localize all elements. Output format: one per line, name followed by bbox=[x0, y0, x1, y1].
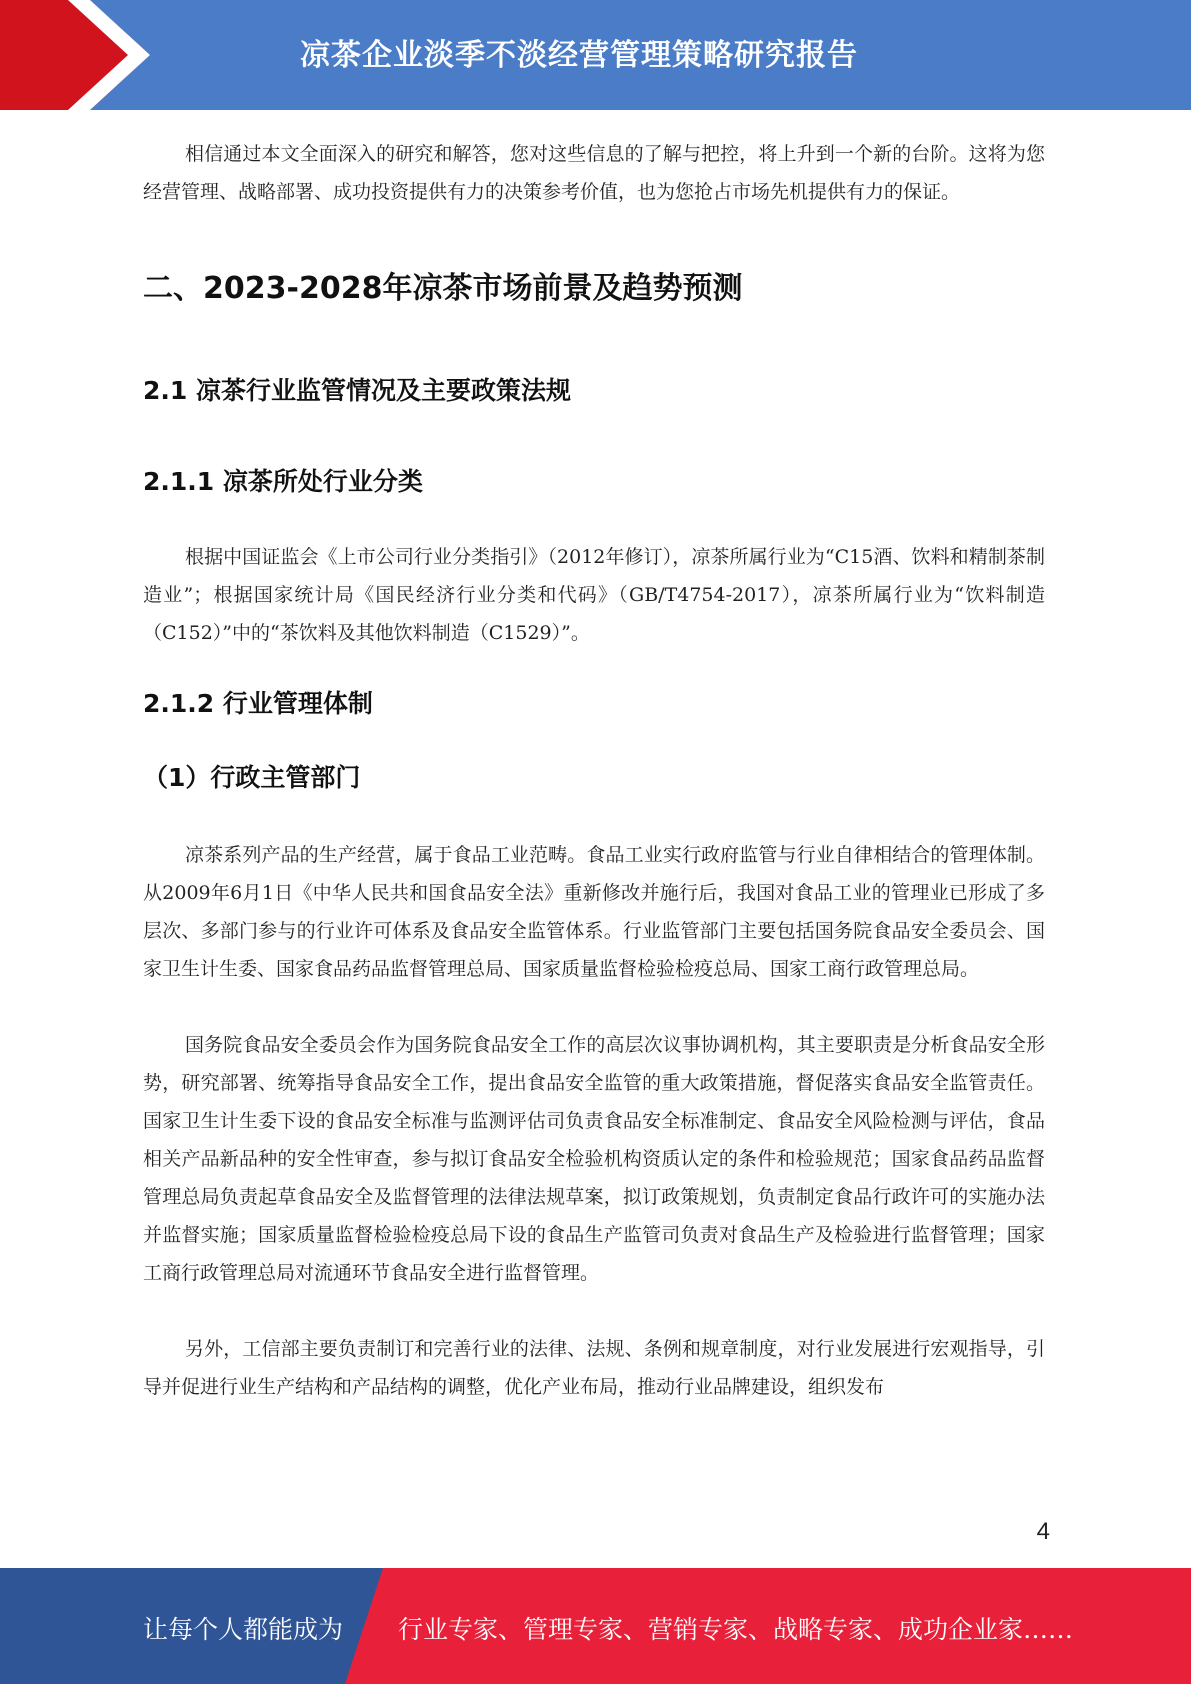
intro-paragraph: 相信通过本文全面深入的研究和解答，您对这些信息的了解与把控，将上升到一个新的台阶。这将为您经营管理、战略部署、成功投资提供有力的决策参考价值，也为您抢占市场先机提供有力的保证。 bbox=[143, 143, 1045, 203]
footer-banner bbox=[0, 1568, 1191, 1684]
miit-paragraph: 另外，工信部主要负责制订和完善行业的法律、法规、条例和规章制度，对行业发展进行宏观指导，引导并促进行业生产结构和产品结构的调整，优化产业布局，推动行业品牌建设，组织发布 bbox=[143, 1338, 1045, 1398]
document-title: 凉茶企业淡季不淡经营管理策略研究报告 bbox=[300, 38, 858, 73]
sub-subsection-heading-management: 2.1.2 行业管理体制 bbox=[143, 689, 373, 718]
footer-slogan-left: 让每个人都能成为 bbox=[143, 1615, 344, 1644]
sub-subsection-heading-classification: 2.1.1 凉茶所处行业分类 bbox=[143, 467, 423, 496]
item-heading-administrative: （1）行政主管部门 bbox=[143, 763, 361, 792]
classification-paragraph: 根据中国证监会《上市公司行业分类指引》（2012年修订），凉茶所属行业为“C15酒、饮料和精制茶制造业”；根据国家统计局《国民经济行业分类和代码》（GB/T4754-2017），凉茶所属行业为“饮料制造（C152）”中的“茶饮料及其他饮料制造（C1529）”。 bbox=[143, 546, 1045, 644]
footer-slogan-right: 行业专家、管理专家、营销专家、战略专家、成功企业家…… bbox=[398, 1615, 1074, 1644]
page-number: 4 bbox=[1036, 1518, 1050, 1545]
header-banner bbox=[0, 0, 1191, 110]
section-heading: 二、2023-2028年凉茶市场前景及趋势预测 bbox=[143, 271, 743, 306]
page-content bbox=[143, 135, 1045, 1406]
management-paragraph: 凉茶系列产品的生产经营，属于食品工业范畴。食品工业实行政府监管与行业自律相结合的管理体制。从2009年6月1日《中华人民共和国食品安全法》重新修改并施行后，我国对食品工业的管理业已形成了多层次、多部门参与的行业许可体系及食品安全监管体系。行业监管部门主要包括国务院食品安全委员会、国家卫生计生委、国家食品药品监督管理总局、国家质量监督检验检疫总局、国家工商行政管理总局。 bbox=[143, 844, 1045, 980]
subsection-heading: 2.1 凉茶行业监管情况及主要政策法规 bbox=[143, 376, 571, 405]
committee-paragraph: 国务院食品安全委员会作为国务院食品安全工作的高层次议事协调机构，其主要职责是分析食品安全形势，研究部署、统筹指导食品安全工作，提出食品安全监管的重大政策措施，督促落实食品安全监管责任。国家卫生计生委下设的食品安全标准与监测评估司负责食品安全标准制定、食品安全风险检测与评估，食品相关产品新品种的安全性审查，参与拟订食品安全检验机构资质认定的条件和检验规范；国家食品药品监督管理总局负责起草食品安全及监督管理的法律法规草案，拟订政策规划，负责制定食品行政许可的实施办法并监督实施；国家质量监督检验检疫总局下设的食品生产监管司负责对食品生产及检验进行监督管理；国家工商行政管理总局对流通环节食品安全进行监督管理。 bbox=[143, 1034, 1045, 1284]
